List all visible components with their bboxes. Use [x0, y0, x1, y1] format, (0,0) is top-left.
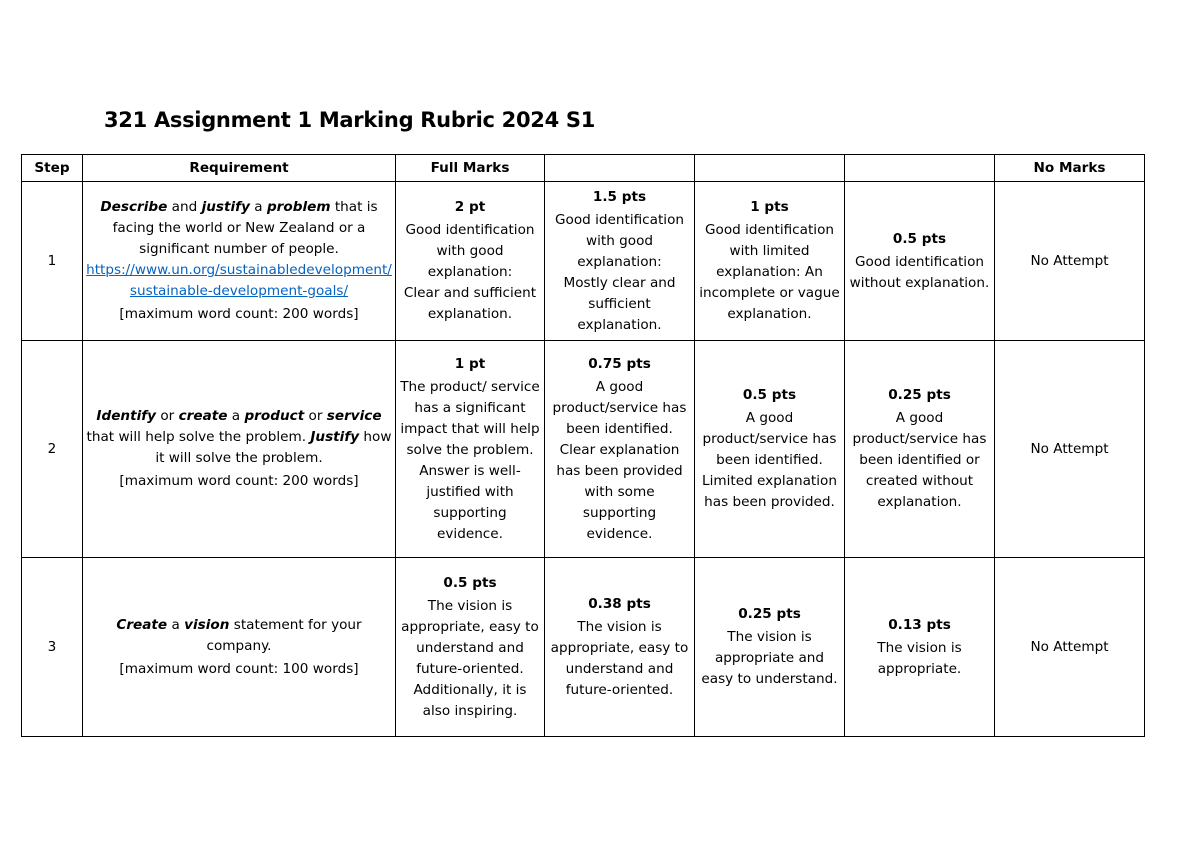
points-value: 1.5 pts	[592, 188, 647, 205]
header-step: Step	[22, 155, 83, 182]
requirement-fragment: or	[304, 408, 327, 424]
no-attempt-cell: No Attempt	[995, 341, 1145, 558]
header-requirement: Requirement	[83, 155, 396, 182]
points-value: 0.75 pts	[588, 355, 651, 372]
level-description: Good identification with good explanation: Clear and sufficient explanation.	[403, 222, 537, 322]
header-col-6	[845, 155, 995, 182]
requirement-keyword: product	[244, 408, 305, 424]
level-description: The vision is appropriate.	[877, 639, 962, 677]
word-count-note: [maximum word count: 200 words]	[119, 306, 359, 322]
rubric-table	[21, 154, 1145, 737]
requirement-text	[86, 197, 392, 260]
level-description: The vision is appropriate, easy to understand and future-oriented. Additionally, it is also inspiring.	[401, 597, 539, 719]
requirement-keyword: Justify	[310, 429, 360, 445]
requirement-fragment: that is facing the world or New Zealand or a significant number of people.	[112, 199, 378, 257]
requirement-keyword: justify	[201, 199, 250, 215]
requirement-cell	[83, 558, 396, 737]
header-no-marks: No Marks	[995, 155, 1145, 182]
points-value: 0.5 pts	[742, 387, 797, 403]
header-col-5	[695, 155, 845, 182]
points-value: 0.5 pts	[892, 230, 947, 247]
requirement-text	[86, 406, 392, 469]
mark-level-cell	[396, 341, 545, 558]
page-title: 321 Assignment 1 Marking Rubric 2024 S1	[104, 108, 596, 132]
points-value: 0.25 pts	[738, 606, 801, 622]
requirement-cell	[83, 341, 396, 558]
requirement-fragment: a	[167, 616, 185, 633]
mark-level-cell	[545, 341, 695, 558]
mark-level-cell	[695, 341, 845, 558]
table-row	[22, 341, 1145, 558]
mark-level-cell	[845, 182, 995, 341]
no-attempt-cell: No Attempt	[995, 558, 1145, 737]
level-description: Good identification with limited explanation: An incomplete or vague explanation.	[699, 222, 840, 322]
requirement-keyword: vision	[184, 616, 230, 633]
points-value: 0.38 pts	[588, 595, 651, 612]
header-row	[22, 155, 1145, 182]
requirement-keyword: problem	[266, 199, 331, 215]
level-description: A good product/service has been identified. Limited explanation has been provided.	[702, 410, 837, 510]
requirement-keyword: service	[326, 408, 382, 424]
level-description: Good identification with good explanation: Mostly clear and sufficient explanation.	[554, 211, 684, 333]
table-row	[22, 558, 1145, 737]
requirement-fragment: and	[167, 199, 202, 215]
requirement-fragment: a	[249, 199, 267, 215]
requirement-fragment: a	[227, 408, 245, 424]
requirement-keyword: create	[178, 408, 228, 424]
requirement-fragment: how it will solve the problem.	[155, 429, 392, 466]
header-full-marks: Full Marks	[396, 155, 545, 182]
mark-level-cell	[845, 558, 995, 737]
requirement-fragment: statement for your company.	[206, 616, 362, 654]
level-description: The product/ service has a significant impact that will help solve the problem. Answer is well-justified with supporting evidence.	[400, 378, 540, 542]
points-value: 0.25 pts	[888, 387, 951, 403]
level-description: The vision is appropriate and easy to understand.	[701, 629, 838, 687]
table-row	[22, 182, 1145, 341]
requirement-fragment: or	[156, 408, 179, 424]
mark-level-cell	[396, 182, 545, 341]
word-count-note: [maximum word count: 100 words]	[119, 660, 359, 677]
requirement-keyword: Identify	[96, 408, 157, 424]
level-description: A good product/service has been identified or created without explanation.	[852, 410, 987, 510]
level-description: The vision is appropriate, easy to understand and future-oriented.	[550, 618, 689, 698]
level-description: Good identification without explanation.	[849, 253, 990, 291]
mark-level-cell	[396, 558, 545, 737]
step-number: 2	[22, 341, 83, 558]
points-value: 2 pt	[454, 199, 486, 215]
requirement-keyword: Create	[116, 616, 168, 633]
mark-level-cell	[845, 341, 995, 558]
step-number: 1	[22, 182, 83, 341]
requirement-cell	[83, 182, 396, 341]
points-value: 0.13 pts	[888, 616, 951, 633]
requirement-text	[86, 615, 392, 657]
level-description: A good product/service has been identified. Clear explanation has been provided with some supporting evidence.	[552, 378, 687, 542]
mark-level-cell	[695, 182, 845, 341]
word-count-note: [maximum word count: 200 words]	[119, 473, 359, 489]
requirement-keyword: Describe	[100, 199, 168, 215]
requirement-fragment: that will help solve the problem.	[86, 429, 311, 445]
mark-level-cell	[695, 558, 845, 737]
header-col-4	[545, 155, 695, 182]
points-value: 0.5 pts	[443, 574, 497, 591]
points-value: 1 pt	[454, 355, 486, 372]
mark-level-cell	[545, 558, 695, 737]
mark-level-cell	[545, 182, 695, 341]
points-value: 1 pts	[750, 199, 789, 215]
sdg-link[interactable]: https://www.un.org/sustainabledevelopment/sustainable-development-goals/	[86, 262, 392, 299]
no-attempt-cell: No Attempt	[995, 182, 1145, 341]
step-number: 3	[22, 558, 83, 737]
